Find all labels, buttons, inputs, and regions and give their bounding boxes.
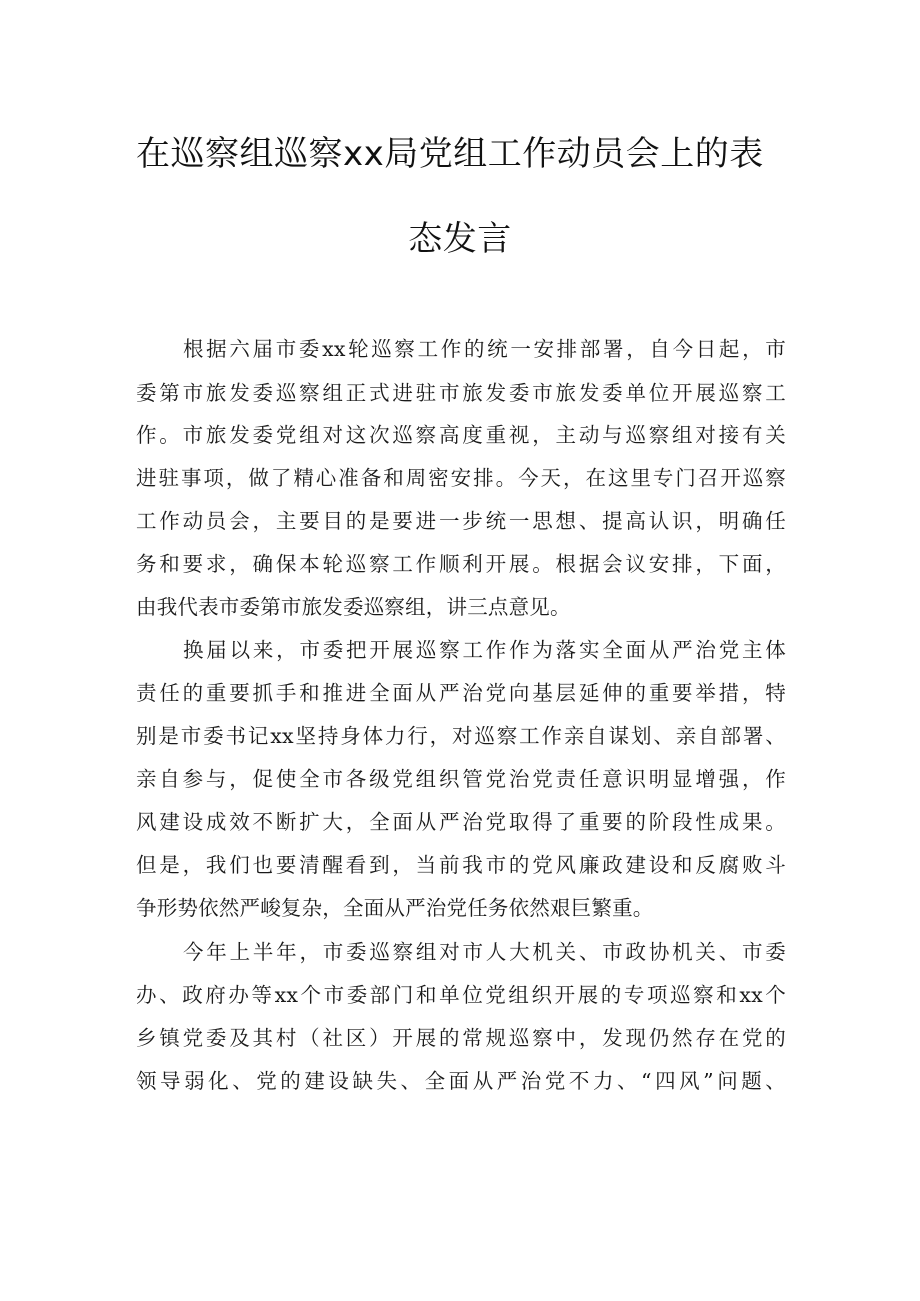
paragraph-2-line-1: 换届以来，市委把开展巡察工作作为落实全面从严治党主体 [183, 638, 786, 662]
paragraph-1-line-1: 根据六届市委xx轮巡察工作的统一安排部署，自今日起，市 [183, 337, 786, 361]
document-title-line-1: 在巡察组巡察xx局党组工作动员会上的表 [136, 134, 764, 174]
paragraph-1-line-5: 工作动员会，主要目的是要进一步统一思想、提高认识，明确任 [136, 509, 786, 533]
paragraph-3-line-2: 办、政府办等xx个市委部门和单位党组织开展的专项巡察和xx个 [136, 983, 786, 1007]
paragraph-3-line-4: 领导弱化、党的建设缺失、全面从严治党不力、“四风”问题、 [136, 1069, 786, 1093]
paragraph-3-line-3: 乡镇党委及其村（社区）开展的常规巡察中，发现仍然存在党的 [136, 1026, 786, 1050]
paragraph-2-line-3: 别是市委书记xx坚持身体力行，对巡察工作亲自谋划、亲自部署、 [136, 724, 786, 748]
document-title-line-2: 态发言 [408, 219, 512, 259]
paragraph-1-line-4: 进驻事项，做了精心准备和周密安排。今天，在这里专门召开巡察 [136, 466, 786, 490]
paragraph-1-line-6: 务和要求，确保本轮巡察工作顺利开展。根据会议安排，下面， [136, 552, 786, 576]
paragraph-2-line-4: 亲自参与，促使全市各级党组织管党治党责任意识明显增强，作 [136, 767, 786, 791]
paragraph-1-line-3: 作。市旅发委党组对这次巡察高度重视，主动与巡察组对接有关 [136, 423, 786, 447]
paragraph-2-line-5: 风建设成效不断扩大，全面从严治党取得了重要的阶段性成果。 [136, 810, 786, 834]
paragraph-2-line-2: 责任的重要抓手和推进全面从严治党向基层延伸的重要举措，特 [136, 681, 786, 705]
paragraph-2-line-7: 争形势依然严峻复杂，全面从严治党任务依然艰巨繁重。 [136, 896, 654, 920]
paragraph-3-line-1: 今年上半年，市委巡察组对市人大机关、市政协机关、市委 [183, 940, 786, 964]
paragraph-2-line-6: 但是，我们也要清醒看到，当前我市的党风廉政建设和反腐败斗 [136, 853, 786, 877]
paragraph-1-line-2: 委第市旅发委巡察组正式进驻市旅发委市旅发委单位开展巡察工 [136, 381, 786, 405]
paragraph-1-line-7: 由我代表市委第市旅发委巡察组，讲三点意见。 [136, 595, 571, 619]
